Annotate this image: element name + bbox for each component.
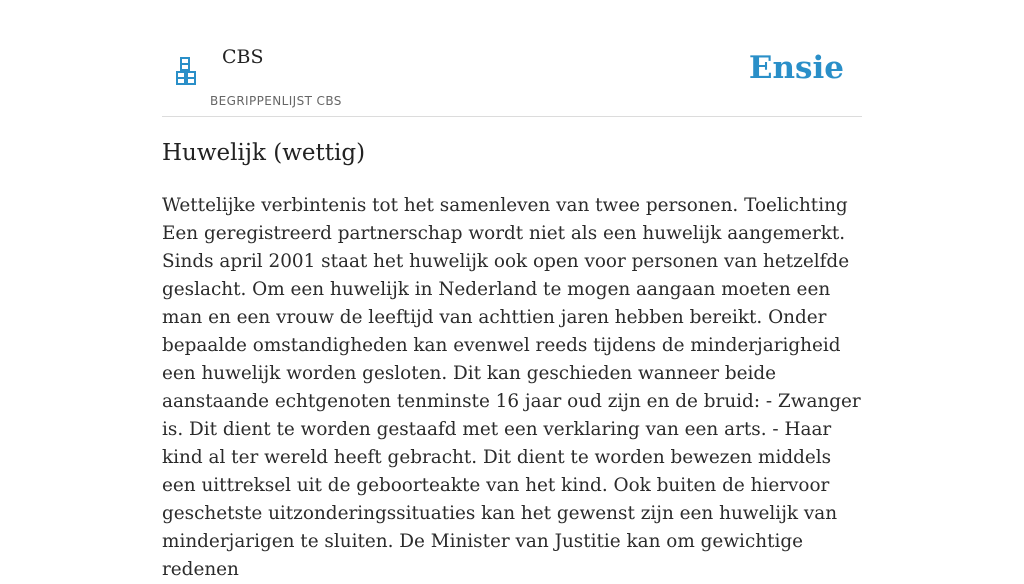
header [162, 0, 862, 117]
source-subtitle[interactable]: BEGRIPPENLIJST CBS [210, 94, 342, 108]
cbs-logo-icon[interactable] [175, 56, 197, 86]
definition-text: Wettelijke verbintenis tot het samenleven van twee personen. Toelichting Een geregistreerd partnerschap wordt niet als een huwelijk aangemerkt. Sinds april 2001 staat het huwelijk ook open voor personen van hetzelfde geslacht. Om een huwelijk in Nederland te mogen aangaan moeten een man en een vrouw de leeftijd van achttien jaren hebben bereikt. Onder bepaalde omstandigheden kan evenwel reeds tijdens de minderjarigheid een huwelijk worden gesloten. Dit kan geschieden wanneer beide aanstaande echtgenoten tenminste 16 jaar oud zijn en de bruid: - Zwanger is. Dit dient te worden gestaafd met een verklaring van een arts. - Haar kind al ter wereld heeft gebracht. Dit dient te worden bewezen middels een uittreksel uit de geboorteakte van het kind. Ook buiten de hiervoor geschetste uitzonderingssituaties kan het gewenst zijn een huwelijk van minderjarigen te sluiten. De Minister van Justitie kan om gewichtige redenen [162, 195, 861, 580]
page-title: Huwelijk (wettig) [162, 140, 366, 166]
brand-logo[interactable]: Ensie [748, 50, 844, 86]
source-name[interactable]: CBS [222, 46, 264, 68]
